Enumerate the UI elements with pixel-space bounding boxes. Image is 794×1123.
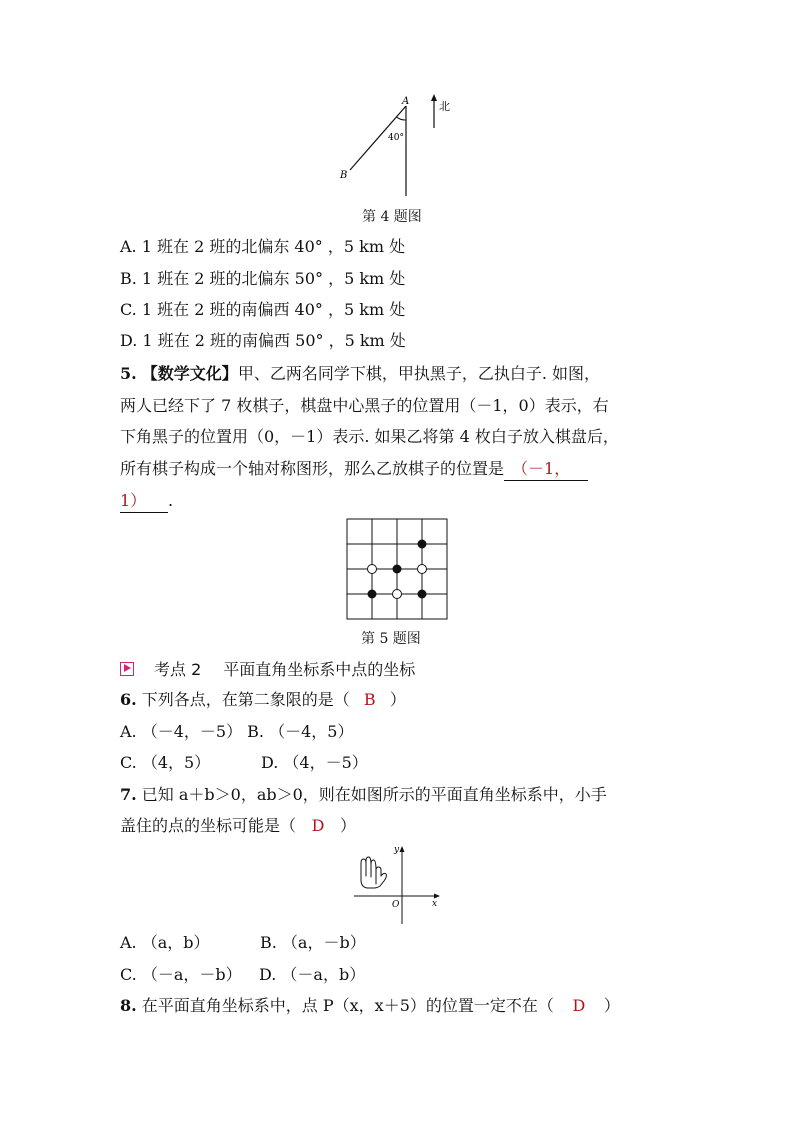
x-axis-label: x <box>432 899 438 909</box>
q4-option-a: A. 1 班在 2 班的北偏东 40° ，5 km 处 <box>120 237 406 256</box>
angle-label: 40° <box>388 133 404 143</box>
y-axis-label: y <box>394 845 400 855</box>
black-stone <box>418 540 427 549</box>
q7-option-c: C. （－a，－b） <box>120 965 242 984</box>
q7-close: ） <box>340 816 357 835</box>
section-title: 平面直角坐标系中点的坐标 <box>223 660 416 679</box>
q8-number: 8. <box>120 996 137 1015</box>
q5-answer-blank-2: 1） <box>120 490 168 513</box>
y-axis-arrow <box>400 846 405 852</box>
black-stone <box>393 565 402 574</box>
section-header <box>120 657 415 680</box>
q5-text-1: 甲、乙两名同学下棋，甲执黑子，乙执白子. 如图， <box>237 364 600 383</box>
figure-5-go-board <box>346 518 448 620</box>
q8-close: ） <box>603 996 620 1015</box>
q6-stem <box>120 689 406 711</box>
q6-text: 下列各点，在第二象限的是（ <box>141 690 350 709</box>
q7-number: 7. <box>120 785 137 804</box>
q6-number: 6. <box>120 690 137 709</box>
black-stone <box>368 590 377 599</box>
q5-text-4: 所有棋子构成一个轴对称图形，那么乙放棋子的位置是 <box>120 459 505 478</box>
q7-option-b: B. （a，－b） <box>260 933 366 952</box>
north-arrow-head <box>431 94 437 101</box>
white-stone <box>368 565 377 574</box>
q8-text: 在平面直角坐标系中，点 P（x，x＋5）的位置一定不在（ <box>141 996 554 1015</box>
q6-option-c: C. （4，5） <box>120 753 211 772</box>
q7-line-1 <box>120 784 607 806</box>
q7-answer: D <box>311 816 325 835</box>
white-stone <box>393 590 402 599</box>
x-axis-arrow <box>434 894 440 899</box>
q5-line-3: 下角黑子的位置用（0，－1）表示. 如果乙将第 4 枚白子放入棋盘后， <box>120 427 619 446</box>
q8-stem <box>120 995 620 1017</box>
q6-option-d: D. （4，－5） <box>261 753 368 772</box>
q5-tag: 【数学文化】 <box>141 364 238 383</box>
hand-icon <box>361 857 386 888</box>
figure-4-caption: 第 4 题图 <box>362 209 422 225</box>
black-stone <box>418 590 427 599</box>
angle-arc <box>397 117 406 120</box>
q5-number: 5. <box>120 364 137 383</box>
q5-line-4 <box>120 458 588 481</box>
origin-label: O <box>392 900 400 910</box>
figure-4-direction-diagram <box>330 90 470 200</box>
q4-option-b: B. 1 班在 2 班的北偏东 50° ，5 km 处 <box>120 269 406 288</box>
q7-line-2 <box>120 815 356 837</box>
q7-text-1: 已知 a＋b＞0，ab＞0，则在如图所示的平面直角坐标系中，小手 <box>141 785 607 804</box>
q6-options-row-1: A. （－4，－5） B. （－4，5） <box>120 722 354 741</box>
q5-answer-blank-1: （－1， <box>504 458 588 481</box>
q5-period: . <box>168 491 174 510</box>
label-b: B <box>340 170 348 181</box>
q7-option-d: D. （－a，b） <box>259 965 366 984</box>
north-label: 北 <box>439 100 450 113</box>
q7-option-a: A. （a，b） <box>120 933 210 952</box>
q4-option-d: D. 1 班在 2 班的南偏西 50° ，5 km 处 <box>120 331 406 350</box>
section-label: 考点 2 <box>154 660 202 679</box>
label-a: A <box>402 96 410 107</box>
q4-option-c: C. 1 班在 2 班的南偏西 40° ，5 km 处 <box>120 300 406 319</box>
figure-5-caption: 第 5 题图 <box>361 631 421 647</box>
q5-line-1 <box>120 363 600 385</box>
figure-7-coordinate-axes <box>350 840 450 926</box>
q5-line-5 <box>120 490 173 513</box>
q8-answer: D <box>572 996 586 1015</box>
q6-answer: B <box>363 690 376 709</box>
play-triangle-icon <box>120 662 134 676</box>
white-stone <box>418 565 427 574</box>
q7-text-2: 盖住的点的坐标可能是（ <box>120 816 297 835</box>
q5-line-2: 两人已经下了 7 枚棋子，棋盘中心黑子的位置用（－1，0）表示，右 <box>120 396 609 415</box>
q6-close: ） <box>389 690 406 709</box>
